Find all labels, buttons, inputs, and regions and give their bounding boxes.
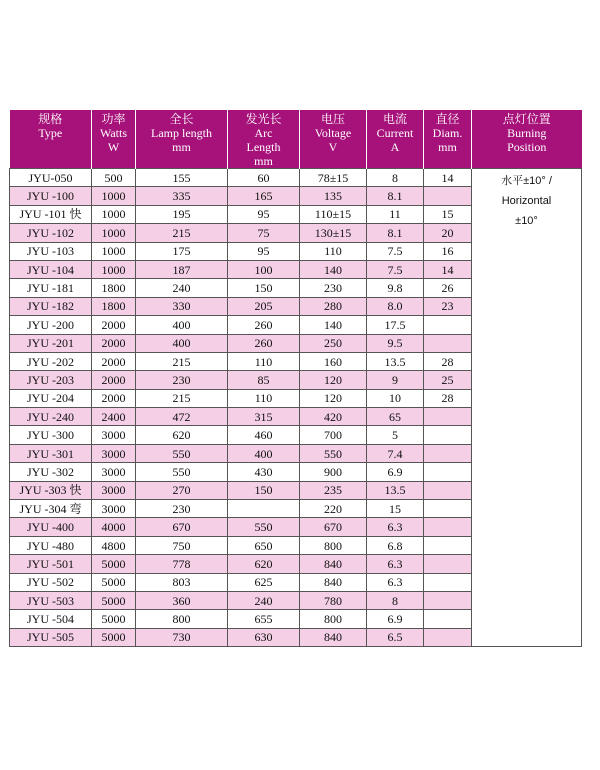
table-cell: 400 — [136, 334, 228, 352]
table-cell — [424, 334, 472, 352]
table-cell: 2000 — [92, 334, 136, 352]
table-cell: 78±15 — [300, 169, 367, 187]
column-header — [472, 110, 582, 169]
table-cell: 1000 — [92, 205, 136, 223]
table-cell: 95 — [228, 205, 300, 223]
table-cell: 110±15 — [300, 205, 367, 223]
table-cell: 5000 — [92, 591, 136, 609]
table-cell: 840 — [300, 628, 367, 646]
table-cell: 778 — [136, 555, 228, 573]
table-cell: JYU -181 — [10, 279, 92, 297]
table-cell — [424, 187, 472, 205]
table-cell: 4800 — [92, 536, 136, 554]
table-cell: JYU -505 — [10, 628, 92, 646]
table-cell: 95 — [228, 242, 300, 260]
table-cell: 3000 — [92, 426, 136, 444]
table-cell: 250 — [300, 334, 367, 352]
header-en: Position — [507, 140, 547, 154]
table-cell: 400 — [228, 444, 300, 462]
table-cell: JYU -400 — [10, 518, 92, 536]
table-cell: 150 — [228, 481, 300, 499]
table-cell: 800 — [300, 536, 367, 554]
table-cell: 230 — [136, 500, 228, 518]
table-cell: 165 — [228, 187, 300, 205]
header-zh: 功率 — [101, 112, 126, 126]
table-cell: JYU -202 — [10, 352, 92, 370]
header-zh: 发光长 — [245, 112, 282, 126]
table-cell: 8 — [367, 591, 424, 609]
table-cell: JYU -504 — [10, 610, 92, 628]
table-cell: 550 — [136, 444, 228, 462]
table-cell: 11 — [367, 205, 424, 223]
table-cell: 655 — [228, 610, 300, 628]
table-cell: JYU -502 — [10, 573, 92, 591]
table-cell: 140 — [300, 316, 367, 334]
table-cell: 1000 — [92, 242, 136, 260]
table-cell: 175 — [136, 242, 228, 260]
header-en: Current — [376, 126, 414, 140]
table-cell — [424, 481, 472, 499]
spec-table-container — [9, 110, 581, 647]
table-cell: 140 — [300, 260, 367, 278]
table-cell: 625 — [228, 573, 300, 591]
table-cell — [424, 316, 472, 334]
table-cell: JYU -104 — [10, 260, 92, 278]
table-cell: 6.3 — [367, 518, 424, 536]
table-cell: JYU -300 — [10, 426, 92, 444]
table-cell: 230 — [300, 279, 367, 297]
table-cell — [424, 536, 472, 554]
table-cell: 260 — [228, 334, 300, 352]
table-cell: 2000 — [92, 389, 136, 407]
table-cell — [424, 426, 472, 444]
header-en: Burning — [507, 126, 547, 140]
table-cell: 6.8 — [367, 536, 424, 554]
table-cell: 230 — [136, 371, 228, 389]
table-cell: 1000 — [92, 224, 136, 242]
table-cell: 110 — [300, 242, 367, 260]
header-en: mm — [438, 140, 457, 154]
table-cell — [424, 555, 472, 573]
table-cell: 25 — [424, 371, 472, 389]
table-cell: 840 — [300, 555, 367, 573]
table-cell: 550 — [228, 518, 300, 536]
header-row — [10, 110, 582, 169]
table-cell: JYU -103 — [10, 242, 92, 260]
table-cell: 2000 — [92, 371, 136, 389]
table-cell: 315 — [228, 408, 300, 426]
table-cell: 620 — [136, 426, 228, 444]
table-cell: 9.8 — [367, 279, 424, 297]
table-cell: 7.4 — [367, 444, 424, 462]
table-cell: 270 — [136, 481, 228, 499]
table-cell — [228, 500, 300, 518]
table-cell: JYU -302 — [10, 463, 92, 481]
header-en: A — [390, 140, 400, 154]
table-cell — [424, 463, 472, 481]
table-cell: 7.5 — [367, 260, 424, 278]
table-cell: 800 — [136, 610, 228, 628]
table-cell: 8.1 — [367, 224, 424, 242]
table-cell: 28 — [424, 389, 472, 407]
table-cell: 420 — [300, 408, 367, 426]
table-cell: JYU -203 — [10, 371, 92, 389]
header-en: Type — [38, 126, 63, 140]
table-cell: 260 — [228, 316, 300, 334]
header-zh: 规格 — [38, 112, 63, 126]
table-cell: 6.3 — [367, 573, 424, 591]
column-header — [300, 110, 367, 169]
table-cell — [424, 610, 472, 628]
table-cell: JYU-050 — [10, 169, 92, 187]
table-cell: 75 — [228, 224, 300, 242]
header-zh: 点灯位置 — [502, 112, 551, 126]
table-cell — [424, 591, 472, 609]
table-cell: 800 — [300, 610, 367, 628]
table-cell: 400 — [136, 316, 228, 334]
table-cell: 120 — [300, 389, 367, 407]
column-header — [367, 110, 424, 169]
table-cell: 160 — [300, 352, 367, 370]
table-cell: 2000 — [92, 352, 136, 370]
table-cell: 6.9 — [367, 463, 424, 481]
table-cell: 135 — [300, 187, 367, 205]
table-cell: 3000 — [92, 463, 136, 481]
header-zh: 电压 — [320, 112, 345, 126]
header-en: Diam. — [432, 126, 463, 140]
table-cell: 13.5 — [367, 352, 424, 370]
table-cell: 17.5 — [367, 316, 424, 334]
table-cell: 6.9 — [367, 610, 424, 628]
table-body — [10, 169, 582, 647]
table-cell: 5000 — [92, 573, 136, 591]
table-cell: 2000 — [92, 316, 136, 334]
table-cell: 3000 — [92, 444, 136, 462]
table-cell: JYU -304 弯 — [10, 500, 92, 518]
table-cell: 215 — [136, 352, 228, 370]
table-cell: 1800 — [92, 297, 136, 315]
table-cell: 900 — [300, 463, 367, 481]
table-cell: 235 — [300, 481, 367, 499]
table-cell — [424, 444, 472, 462]
table-cell: 550 — [136, 463, 228, 481]
burning-position-line: ±10° — [515, 215, 538, 227]
table-cell: 15 — [424, 205, 472, 223]
table-row — [10, 169, 582, 187]
table-cell: 840 — [300, 573, 367, 591]
table-cell: 28 — [424, 352, 472, 370]
lamp-spec-table — [9, 110, 582, 647]
table-cell: 630 — [228, 628, 300, 646]
table-cell: JYU -480 — [10, 536, 92, 554]
header-zh: 直径 — [435, 112, 460, 126]
column-header — [136, 110, 228, 169]
header-en: mm — [172, 140, 191, 154]
table-cell: 8.1 — [367, 187, 424, 205]
table-cell: 9 — [367, 371, 424, 389]
table-cell: 100 — [228, 260, 300, 278]
table-cell: 220 — [300, 500, 367, 518]
column-header — [424, 110, 472, 169]
table-cell: 13.5 — [367, 481, 424, 499]
column-header — [10, 110, 92, 169]
table-cell: 730 — [136, 628, 228, 646]
table-cell: 205 — [228, 297, 300, 315]
table-cell: 9.5 — [367, 334, 424, 352]
column-header — [228, 110, 300, 169]
table-cell — [424, 500, 472, 518]
table-cell: 240 — [136, 279, 228, 297]
table-cell: 670 — [300, 518, 367, 536]
table-cell: 4000 — [92, 518, 136, 536]
table-cell: JYU -201 — [10, 334, 92, 352]
table-cell: 110 — [228, 352, 300, 370]
table-cell: 14 — [424, 260, 472, 278]
header-en: mm — [254, 154, 273, 168]
header-en: Length — [246, 140, 281, 154]
table-cell: 5000 — [92, 628, 136, 646]
table-cell: JYU -303 快 — [10, 481, 92, 499]
table-cell: JYU -200 — [10, 316, 92, 334]
table-cell: JYU -240 — [10, 408, 92, 426]
header-en: Lamp length — [151, 126, 212, 140]
table-cell — [424, 628, 472, 646]
table-cell: 803 — [136, 573, 228, 591]
header-en: Arc — [254, 126, 273, 140]
table-cell: 6.3 — [367, 555, 424, 573]
table-cell: 780 — [300, 591, 367, 609]
table-cell: 500 — [92, 169, 136, 187]
table-cell: 85 — [228, 371, 300, 389]
table-cell: 15 — [367, 500, 424, 518]
table-cell — [424, 408, 472, 426]
header-en: V — [328, 140, 338, 154]
table-cell: 130±15 — [300, 224, 367, 242]
table-cell: 8.0 — [367, 297, 424, 315]
table-cell: 195 — [136, 205, 228, 223]
table-cell: 650 — [228, 536, 300, 554]
table-cell: 550 — [300, 444, 367, 462]
table-cell: 620 — [228, 555, 300, 573]
table-cell: 155 — [136, 169, 228, 187]
table-cell: 110 — [228, 389, 300, 407]
table-cell: JYU -101 快 — [10, 205, 92, 223]
table-cell: 5000 — [92, 610, 136, 628]
table-cell: 460 — [228, 426, 300, 444]
burning-position-line: Horizontal — [501, 195, 552, 207]
table-cell: JYU -182 — [10, 297, 92, 315]
table-cell: 26 — [424, 279, 472, 297]
table-cell: JYU -503 — [10, 591, 92, 609]
table-cell: 23 — [424, 297, 472, 315]
table-cell: JYU -301 — [10, 444, 92, 462]
table-cell: 10 — [367, 389, 424, 407]
table-cell: 280 — [300, 297, 367, 315]
header-zh: 全长 — [169, 112, 194, 126]
table-cell: 2400 — [92, 408, 136, 426]
table-cell: 335 — [136, 187, 228, 205]
table-cell: 20 — [424, 224, 472, 242]
column-header — [92, 110, 136, 169]
table-cell — [424, 518, 472, 536]
burning-position-line: 水平±10° / — [501, 175, 552, 187]
table-cell: 215 — [136, 389, 228, 407]
table-cell: 1800 — [92, 279, 136, 297]
table-cell: 700 — [300, 426, 367, 444]
table-cell: 5 — [367, 426, 424, 444]
table-cell: 150 — [228, 279, 300, 297]
table-cell: 3000 — [92, 481, 136, 499]
table-cell: 750 — [136, 536, 228, 554]
table-cell: 7.5 — [367, 242, 424, 260]
table-cell — [424, 573, 472, 591]
header-en: W — [107, 140, 120, 154]
table-cell: JYU -100 — [10, 187, 92, 205]
table-cell: 6.5 — [367, 628, 424, 646]
burning-position-cell — [472, 169, 582, 647]
table-cell: 187 — [136, 260, 228, 278]
table-cell: 60 — [228, 169, 300, 187]
table-cell: 1000 — [92, 260, 136, 278]
table-cell: 5000 — [92, 555, 136, 573]
table-cell: JYU -204 — [10, 389, 92, 407]
table-cell: 360 — [136, 591, 228, 609]
table-cell: 3000 — [92, 500, 136, 518]
header-en: Watts — [99, 126, 128, 140]
table-cell: 670 — [136, 518, 228, 536]
header-en: Voltage — [314, 126, 352, 140]
table-cell: 65 — [367, 408, 424, 426]
table-cell: 16 — [424, 242, 472, 260]
table-cell: JYU -102 — [10, 224, 92, 242]
table-cell: 472 — [136, 408, 228, 426]
table-cell: 330 — [136, 297, 228, 315]
table-cell: 430 — [228, 463, 300, 481]
header-zh: 电流 — [382, 112, 407, 126]
table-cell: 215 — [136, 224, 228, 242]
table-cell: 240 — [228, 591, 300, 609]
table-cell: 1000 — [92, 187, 136, 205]
table-cell: 8 — [367, 169, 424, 187]
table-cell: 120 — [300, 371, 367, 389]
table-cell: 14 — [424, 169, 472, 187]
table-cell: JYU -501 — [10, 555, 92, 573]
